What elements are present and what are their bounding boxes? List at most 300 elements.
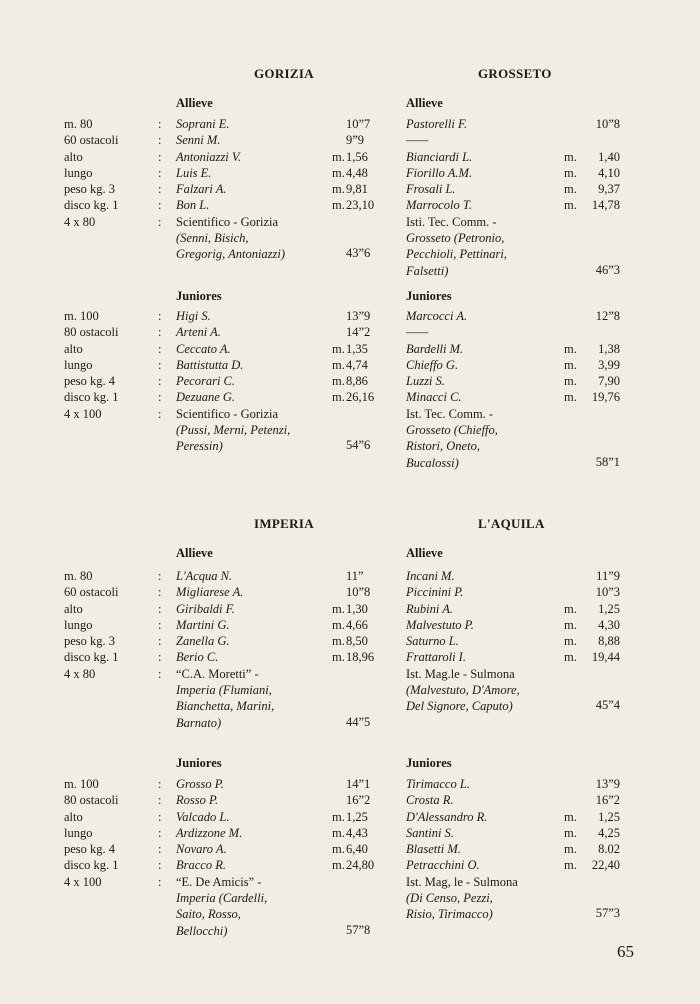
result-row [406,357,622,373]
event-row [64,617,162,633]
event-colon: : [158,793,162,808]
athlete-name: Battistutta D. [176,357,244,372]
result-value: 10”3 [595,585,620,600]
result-unit: m. [332,357,345,372]
event-row [64,874,162,890]
relay-team [406,406,622,471]
event-colon: : [158,309,162,323]
results-column [406,116,622,279]
event-colon: : [158,325,162,340]
result-value: 4,66 [346,617,368,632]
relay-team [406,666,622,715]
event-row [64,389,162,405]
result-value: 1,25 [598,601,620,616]
page-number: 65 [617,942,634,961]
event-colon: : [158,809,162,824]
result-row [406,149,622,165]
event-label: alto [64,149,83,164]
result-value: 7,90 [598,374,620,389]
athlete-name: Higi S. [176,309,211,323]
athlete-name: —— [406,325,429,340]
result-row [406,389,622,405]
event-label: 60 ostacoli [64,133,119,148]
result-value: 11” [346,569,364,583]
result-row [176,617,368,633]
event-row [64,357,162,373]
relay-team [176,666,371,731]
event-label: disco kg. 1 [64,650,119,665]
relay-line: Saito, Rosso, [176,907,241,922]
relay-time: 45”4 [595,698,620,713]
result-row [176,324,371,340]
athlete-name: Frosali L. [406,182,456,197]
athlete-name: Incani M. [406,569,455,583]
relay-team [406,214,622,279]
result-unit: m. [564,357,577,372]
relay-team [176,874,371,939]
result-value: 24,80 [346,858,375,873]
result-row [176,792,371,808]
relay-time: 43”6 [346,246,371,261]
athlete-name: Tirimacco L. [406,777,470,791]
event-colon: : [158,374,162,389]
athlete-name: Santini S. [406,825,454,840]
athlete-name: Marrocolo T. [406,198,472,213]
result-row [406,165,622,181]
result-row [406,132,622,148]
athlete-name: Grosso P. [176,777,224,791]
event-row [64,406,162,422]
result-value: 10”8 [346,585,371,600]
event-row [64,857,162,873]
result-unit: m. [332,374,345,389]
athlete-name: Crosta R. [406,793,454,808]
relay-line: Scientifico - Gorizia [176,406,279,421]
relay-line: Falsetti) [406,263,449,278]
result-value: 16”2 [346,793,371,808]
athlete-name: Bianciardi L. [406,149,473,164]
result-row [406,841,622,857]
event-label: peso kg. 3 [64,182,116,197]
result-value: 14”2 [346,325,371,340]
relay-line: Peressin) [176,439,223,454]
athlete-name: Luzzi S. [406,374,445,389]
result-row [176,341,368,357]
result-row [176,649,375,665]
result-unit: m. [564,182,577,197]
result-row [406,792,622,808]
event-row [64,649,162,665]
city-heading: GORIZIA [254,66,314,81]
athlete-name: Bon L. [176,198,210,213]
event-colon: : [158,406,162,421]
relay-line: Del Signore, Caputo) [406,699,513,714]
result-row [176,825,368,841]
relay-line: Ist. Mag.le - Sulmona [406,666,515,681]
city-heading: IMPERIA [254,516,314,531]
athlete-name: Dezuane G. [176,390,236,405]
relay-line: “E. De Amicis” - [176,874,262,889]
result-unit: m. [564,858,577,873]
result-unit: m. [332,149,345,164]
relay-line: Risio, Tirimacco) [406,907,493,922]
athlete-name: Bardelli M. [406,341,464,356]
result-unit: m. [564,341,577,356]
relay-line: (Pussi, Merni, Petenzi, [176,423,291,438]
result-row [406,776,622,792]
event-list [64,116,162,230]
athlete-name: Novaro A. [176,842,227,857]
result-value: 1,56 [346,149,368,164]
result-value: 14”1 [346,777,371,791]
event-label: lungo [64,825,93,840]
result-unit: m. [332,634,345,649]
group-label: Juniores [406,756,452,770]
event-row [64,165,162,181]
relay-line: Bucalossi) [406,455,459,470]
result-row [406,324,622,340]
group-label: Juniores [176,756,222,770]
city-heading: L'AQUILA [478,516,545,531]
result-unit: m. [332,390,345,405]
result-value: 1,38 [598,341,620,356]
relay-line: Bellocchi) [176,923,228,938]
relay-line: Imperia (Flumiani, [176,683,272,698]
event-colon: : [158,858,162,873]
result-unit: m. [564,198,577,213]
result-row [176,116,371,132]
result-value: 10”7 [346,117,371,131]
result-value: 4,25 [598,825,620,840]
results-column [176,308,375,455]
relay-line: Grosseto (Petronio, [406,231,505,246]
result-unit: m. [332,341,345,356]
event-colon: : [158,825,162,840]
athlete-name: Valcado L. [176,809,230,824]
athlete-name: D'Alessandro R. [406,809,488,824]
event-colon: : [158,214,162,229]
group-label: Allieve [176,546,213,560]
athlete-name: Blasetti M. [406,842,461,857]
result-row [406,809,622,825]
relay-time: 44”5 [346,714,371,729]
result-row [176,857,375,873]
result-value: 1,25 [346,809,368,824]
event-label: alto [64,601,83,616]
result-unit: m. [332,842,345,857]
athlete-name: Senni M. [176,133,221,148]
event-colon: : [158,601,162,616]
event-row [64,324,162,340]
relay-time: 46”3 [595,262,620,277]
relay-time: 57”8 [346,922,371,937]
result-value: 22,40 [591,858,620,873]
results-column [406,568,622,715]
result-row [176,568,364,584]
result-unit: m. [332,165,345,180]
results-column [176,776,375,939]
result-unit: m. [332,650,345,665]
result-value: 1,40 [598,149,620,164]
result-unit: m. [332,601,345,616]
results-column [406,776,622,923]
event-label: alto [64,809,83,824]
result-row [176,601,368,617]
relay-line: Grosseto (Chieffo, [406,423,498,438]
event-label: lungo [64,357,93,372]
result-unit: m. [564,634,577,649]
result-value: 11”9 [596,569,620,583]
result-value: 4,10 [598,165,620,180]
relay-line: (Di Censo, Pezzi, [406,891,493,906]
result-value: 19,44 [591,650,620,665]
event-row [64,792,162,808]
athlete-name: Ardizzone M. [176,825,243,840]
result-row [406,197,622,213]
result-row [176,308,371,324]
result-value: 3,99 [598,357,620,372]
result-unit: m. [332,825,345,840]
result-unit: m. [564,809,577,824]
relay-team [406,874,622,923]
result-value: 8.02 [598,842,620,857]
result-value: 6,40 [346,842,368,857]
city-heading: GROSSETO [478,66,552,81]
event-label: disco kg. 1 [64,390,119,405]
event-label: 4 x 100 [64,874,102,889]
event-label: m. 100 [64,309,99,323]
athlete-name: Giribaldi F. [176,601,235,616]
event-label: 4 x 80 [64,214,96,229]
event-label: peso kg. 3 [64,634,116,649]
relay-line: (Senni, Bisich, [176,231,249,246]
event-row [64,809,162,825]
result-row [406,341,622,357]
result-row [176,389,375,405]
result-unit: m. [564,825,577,840]
event-label: lungo [64,165,93,180]
relay-line: Imperia (Cardelli, [176,891,268,906]
event-row [64,841,162,857]
result-row [176,132,365,148]
result-value: 10”8 [595,117,620,131]
event-label: peso kg. 4 [64,842,116,857]
relay-time: 57”3 [595,906,620,921]
relay-team [176,214,371,263]
event-row [64,181,162,197]
athlete-name: Saturno L. [406,634,459,649]
result-unit: m. [564,149,577,164]
athlete-name: Pecorari C. [176,374,236,389]
result-value: 1,30 [346,601,368,616]
result-value: 23,10 [346,198,375,213]
result-row [176,373,368,389]
relay-line: Gregorig, Antoniazzi) [176,247,286,262]
relay-line: Ist. Tec. Comm. - [406,406,494,421]
event-colon: : [158,650,162,665]
result-row [176,149,368,165]
result-value: 16”2 [595,793,620,808]
result-unit: m. [564,842,577,857]
result-value: 4,48 [346,165,368,180]
result-value: 4,30 [598,617,620,632]
result-value: 18,96 [346,650,375,665]
result-value: 19,76 [591,390,620,405]
result-row [176,584,371,600]
result-unit: m. [564,374,577,389]
event-row [64,308,162,324]
event-list [64,308,162,422]
athlete-name: —— [406,133,429,148]
athlete-name: Arteni A. [176,325,221,340]
athlete-name: Zanella G. [176,634,230,649]
athlete-name: Rosso P. [176,793,219,808]
event-label: disco kg. 1 [64,198,119,213]
result-row [406,373,622,389]
event-colon: : [158,842,162,857]
event-list [64,568,162,682]
event-label: disco kg. 1 [64,858,119,873]
event-label: lungo [64,617,93,632]
relay-line: Ist. Mag, le - Sulmona [406,874,518,889]
result-row [406,584,622,600]
athlete-name: Petracchini O. [406,858,480,873]
athlete-name: Migliarese A. [176,585,244,600]
event-row [64,149,162,165]
relay-line: Pecchioli, Pettinari, [406,247,508,262]
athlete-name: Bracco R. [176,858,226,873]
event-row [64,601,162,617]
athlete-name: Berio C. [176,650,219,665]
athlete-name: Chieffo G. [406,357,459,372]
group-label: Allieve [406,96,443,110]
relay-team [176,406,371,455]
result-value: 13”9 [346,309,371,323]
event-row [64,341,162,357]
result-row [406,181,622,197]
result-value: 1,35 [346,341,368,356]
relay-line: Ristori, Oneto, [406,439,480,454]
athlete-name: L'Acqua N. [176,569,233,583]
event-colon: : [158,341,162,356]
result-value: 8,88 [598,634,620,649]
event-colon: : [158,390,162,405]
event-row [64,776,162,792]
result-row [176,165,368,181]
event-colon: : [158,617,162,632]
athlete-name: Luis E. [176,165,212,180]
athlete-name: Malvestuto P. [406,617,474,632]
result-row [176,809,368,825]
result-unit: m. [564,390,577,405]
result-row [176,776,371,792]
result-value: 9,37 [598,182,620,197]
athlete-name: Fiorillo A.M. [406,165,473,180]
result-unit: m. [564,165,577,180]
athlete-name: Antoniazzi V. [176,149,242,164]
relay-line: “C.A. Moretti” - [176,666,259,681]
result-unit: m. [564,617,577,632]
event-colon: : [158,357,162,372]
result-value: 1,25 [598,809,620,824]
result-unit: m. [564,601,577,616]
relay-line: (Malvestuto, D'Amore, [406,683,520,698]
result-unit: m. [332,809,345,824]
event-colon: : [158,149,162,164]
event-list [64,776,162,890]
result-value: 9,81 [346,182,368,197]
result-row [406,857,622,873]
result-row [406,116,622,132]
event-row [64,568,162,584]
athlete-name: Piccinini P. [406,585,464,600]
result-unit: m. [332,182,345,197]
event-colon: : [158,198,162,213]
results-column [406,308,622,471]
result-value: 14,78 [591,198,620,213]
event-label: m. 80 [64,569,93,583]
result-row [406,308,622,324]
result-unit: m. [332,617,345,632]
relay-line: Bianchetta, Marini, [176,699,275,714]
result-value: 4,74 [346,357,368,372]
event-label: 80 ostacoli [64,793,119,808]
result-value: 8,50 [346,634,368,649]
event-row [64,197,162,213]
results-column [176,568,375,731]
result-row [406,601,622,617]
results-column [176,116,375,263]
event-colon: : [158,165,162,180]
result-row [406,633,622,649]
event-row [64,214,162,230]
athlete-name: Soprani E. [176,117,230,131]
athlete-name: Martini G. [176,617,230,632]
result-row [406,825,622,841]
result-value: 9”9 [346,133,365,148]
relay-time: 54”6 [346,438,371,453]
result-unit: m. [564,650,577,665]
relay-line: Scientifico - Gorizia [176,214,279,229]
event-colon: : [158,133,162,148]
event-colon: : [158,182,162,197]
event-colon: : [158,634,162,649]
event-row [64,825,162,841]
result-row [406,617,622,633]
event-row [64,666,162,682]
group-label: Juniores [406,289,452,303]
athlete-name: Ceccato A. [176,341,231,356]
event-label: peso kg. 4 [64,374,116,389]
event-label: m. 100 [64,777,99,791]
group-label: Allieve [176,96,213,110]
athlete-name: Frattaroli I. [406,650,466,665]
result-row [176,197,375,213]
result-unit: m. [332,198,345,213]
result-row [406,649,622,665]
result-row [176,633,368,649]
result-row [176,357,368,373]
relay-line: Isti. Tec. Comm. - [406,214,497,229]
result-value: 13”9 [595,777,620,791]
result-unit: m. [332,858,345,873]
event-colon: : [158,569,162,583]
event-label: 4 x 100 [64,406,102,421]
relay-time: 58”1 [595,454,620,469]
athlete-name: Marcocci A. [406,309,468,323]
event-label: 80 ostacoli [64,325,119,340]
result-row [176,841,368,857]
